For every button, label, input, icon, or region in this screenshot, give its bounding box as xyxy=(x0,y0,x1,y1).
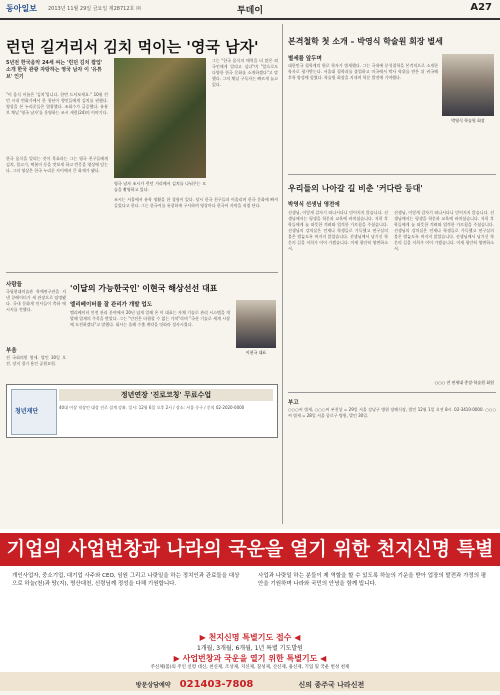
obituary-headline: 본격철학 첫 소개 – 박영식 학술원 회장 별세 xyxy=(288,37,443,46)
column-divider xyxy=(282,24,283,524)
ad-line-2: 1개월, 3개월, 6개월, 1년 특별 기도발원 xyxy=(197,645,303,652)
ad-line-4: 주신체(몸)의 주인 신령 대신, 천신제, 조상제, 지신제, 칠성제, 산신제, 용신제, 기업 및 국운 번성 천제 xyxy=(150,665,350,670)
photo-caption: 영국 남자 조시가 런던 거리에서 김치를 나눠주는 모습을 촬영하고 있다. xyxy=(114,181,206,192)
ad-body xyxy=(12,572,488,684)
advertiser-name: 신의 종주국 나라신전 xyxy=(298,681,365,689)
ad-text-right: 사업과 나랏일 하는 분들이 제 역할을 할 수 있도록 하늘의 기운을 받아 업장의 발전과 가정의 평안을 기원하며 나라와 국민의 안녕을 함께 빕니다. xyxy=(258,573,487,587)
subhead-left: 5년전 한국음악 24세 씨는 '런던 김치 팝업' 소개 한국 관광 자랑하는 영국 남자 이 '유튜브' 인기 xyxy=(6,60,103,80)
tribute-headline: 우리들의 나아갈 길 비춘 '커다란 등대' xyxy=(288,184,423,193)
obituary-body: 대한민국 철학계의 원로 학자가 별세했다. 그는 국내에 분석철학을 본격적으로 소개한 학자로 평가받는다. 서울대 철학과를 졸업하고 미국에서 박사 학위를 받은 뒤 귀국해 후학 양성에 힘썼다. 학술원 회장을 지내며 학문 발전에 기여했다. xyxy=(288,63,438,80)
interviewee-photo xyxy=(236,300,276,348)
interview-title: '이달의 가능한국인' 이현국 해상선선 대표 xyxy=(70,284,218,293)
people-heading: 사람들 xyxy=(6,282,22,288)
body-left-b: 한국 음식을 알리는 것이 목표라는 그는 영국 친구들에게 김치, 불고기, 떡볶이 등을 맛보게 하고 반응을 영상에 담는다. 그의 영상은 한국 누리꾼 사이에서 큰 화제가 됐다. xyxy=(6,156,108,173)
body-left-d: 조시는 서울에서 유학 생활을 한 경험이 있다. 당시 한국 친구들과 어울리며 한국 문화에 빠져들었다고 한다. 그는 한국어를 유창하게 구사하며 영상마다 한국어 자막을 직접 단다. xyxy=(114,197,278,208)
counsel-banner: 정년연장 '진로코칭' 무료수업 xyxy=(59,389,273,401)
foundation-logo: 청년재단 xyxy=(11,389,57,435)
ad-red-line-1: ▶ 천지신명 특별기도 접수 ◀ xyxy=(199,633,301,642)
people-text: 국립현대미술관 학예연구관을 지낸 큐레이터가 새 관장으로 임명됐다. 국내 문화계 인사들이 축하 메시지를 전했다. xyxy=(6,289,66,312)
tribute-body: 선생님, 이렇게 갑자기 떠나시다니 믿어지지 않습니다. 선생님께서는 평생을 학문과 교육에 바치셨습니다. 저희 후학들에게 늘 따뜻한 격려와 엄격한 가르침을 주셨습니다. 선생님의 강의실은 언제나 학생들로 가득했고 연구실의 불은 밤늦도록 꺼지지 않았습니다. 선생님께서 남기신 학문의 길을 저희가 이어 가겠습니다. 이제 평안히 영면하소서. xyxy=(288,210,388,251)
section-title: 투데이 xyxy=(236,6,264,16)
counsel-text: 40대 이상 직장인 대상 진로 설계 강좌. 일시: 12월 6일 오후 2시 / 장소: 서울 중구 / 문의 02-2020-0000 xyxy=(59,405,245,410)
tribute-signature: ○○○ 전 연세대 총장·학술원 회원 xyxy=(434,380,494,385)
notice-body: ○○○씨 별세, ○○○씨 부친상 = 29일 서울 강남구 병원 장례식장, 발인 12월 1일 오전 8시. 02-3410-0000. ○○○씨 별세 = 28일 서울 종로구 병원, 발인 30일. xyxy=(288,407,496,418)
portrait-caption: 박영식 학술원 회장 xyxy=(451,118,485,123)
page-number: A27 xyxy=(470,2,492,13)
interview-text: 엘리베이터 안전 관리 분야에서 20년 넘게 일해 온 이 대표는 자체 기술로 관리 시스템을 개발해 업계의 주목을 받았다. 그는 "안전은 타협할 수 없는 가치"라며 "국산 기술로 세계 시장에 도전하겠다"고 말했다. 회사는 올해 수출 계약을 잇따라 성사시켰다. xyxy=(70,310,230,327)
body-left-c: 그는 "한국 음식의 매력을 더 많은 외국인에게 알리고 싶다"며 "앞으로도 다양한 한국 문화를 소개하겠다"고 말했다. 그의 채널 구독자는 빠르게 늘고 있다. xyxy=(212,58,278,87)
body-left-a: "이 음식 이름은 '김치'입니다. 한번 드셔보세요." 10월 런던 시내 번화가에서 한 청년이 행인들에게 김치를 권했다. 영상을 본 누리꾼들은 열광했다. 조회수가 급증했다. 유튜브 채널 '영국 남자'를 운영하는 조시 캐럿(24)의 이야기다. xyxy=(6,92,108,115)
tribute-kicker: 박영식 선생님 영전에 xyxy=(288,202,340,208)
obituary-heading: 부음 xyxy=(6,348,17,354)
newspaper-logo: 동아일보 xyxy=(6,4,37,13)
contact-phone: 021403-7808 xyxy=(179,679,254,690)
divider xyxy=(288,174,496,175)
issue-date: 2013년 11월 29일 금요일 제28712호 ㈜ xyxy=(48,6,141,12)
obituary-text: 전 국회의원 별세. 발인 30일 오전. 장지 경기 용인 공원묘원. xyxy=(6,355,66,366)
interview-subtitle: 엘리베이터를 잘 관리가 개발 업도 xyxy=(70,302,153,308)
headline-left: 런던 길거리서 김치 먹이는 '영국 남자' xyxy=(6,38,259,56)
newspaper-header xyxy=(0,0,500,20)
ad-red-line-3: ▶ 사업번창과 국운을 열기 위한 특별기도 ◀ xyxy=(173,654,327,663)
ad-text-left: 개인사업자, 중소기업, 대기업 사주와 CEO, 임원 그리고 나랏일을 하는 정치인과 관료들을 대상으로 하늘(천)과 땅(지), 명산대천, 신령님께 정성을 다해 기원합니다. xyxy=(12,573,240,587)
counsel-box xyxy=(6,384,278,438)
interviewee-name: 이현국 대표 xyxy=(245,350,267,355)
tribute-body-cont: 선생님, 이렇게 갑자기 떠나시다니 믿어지지 않습니다. 선생님께서는 평생을 학문과 교육에 바치셨습니다. 저희 후학들에게 늘 따뜻한 격려와 엄격한 가르침을 주셨습니다. 선생님의 강의실은 언제나 학생들로 가득했고 연구실의 불은 밤늦도록 꺼지지 않았습니다. 선생님께서 남기신 학문의 길을 저희가 이어 가겠습니다. 이제 평안히 영면하소서. xyxy=(394,210,494,251)
ad-banner: 기업의 사업번창과 나라의 국운을 열기 위한 천지신명 특별기도 xyxy=(0,533,500,566)
notice-heading: 부고 xyxy=(288,400,299,406)
divider xyxy=(288,392,496,393)
professor-portrait xyxy=(442,54,494,116)
ad-contact-bar xyxy=(0,672,500,691)
kimchi-photo xyxy=(114,58,206,178)
divider xyxy=(6,272,278,273)
contact-label: 방문상담예약 xyxy=(135,682,171,689)
obituary-kicker: 별세를 앞두며 xyxy=(288,56,322,62)
